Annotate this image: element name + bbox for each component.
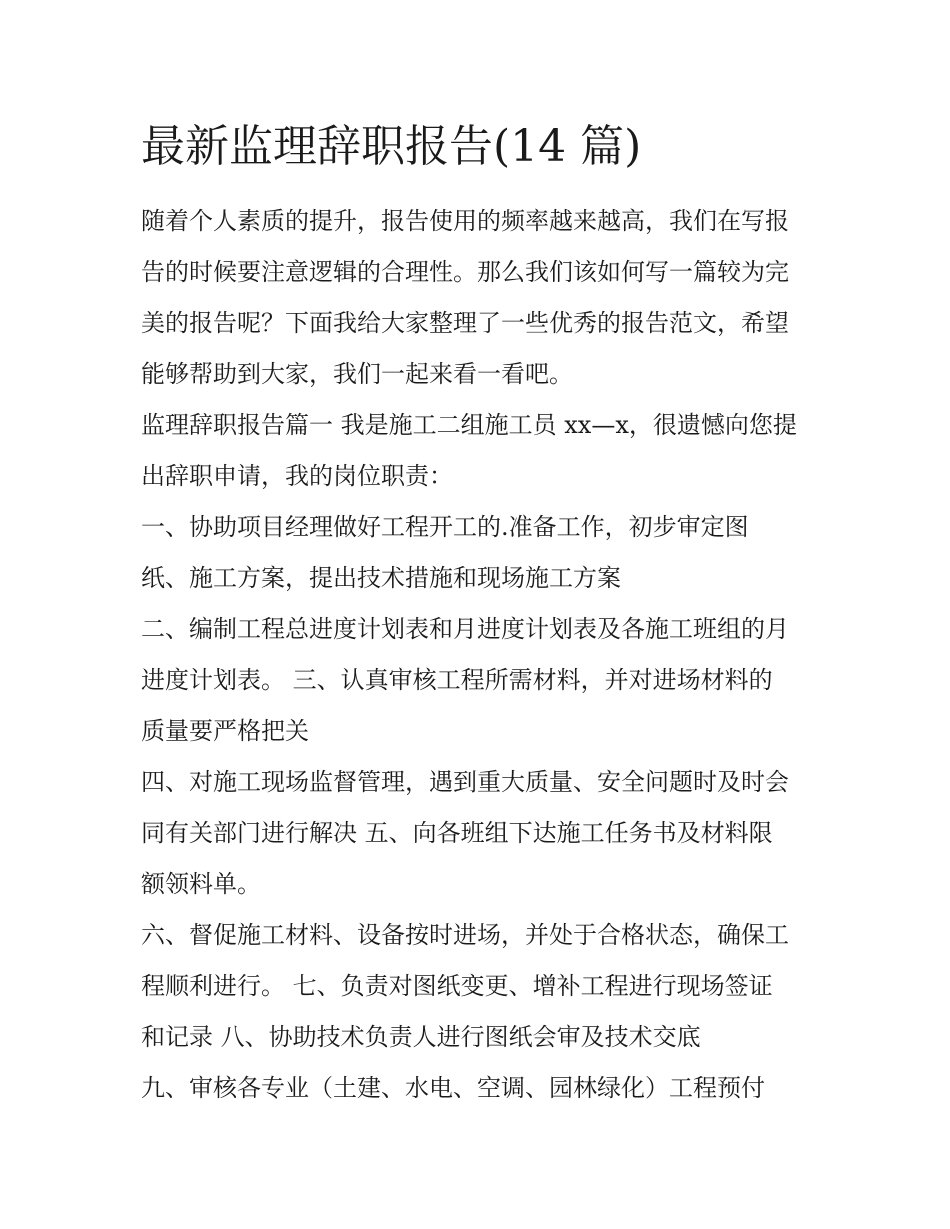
body-line: 美的报告呢？下面我给大家整理了一些优秀的报告范文，希望 — [141, 309, 789, 337]
body-line: 出辞职申请，我的岗位职责： — [141, 462, 453, 490]
document-body — [141, 196, 821, 1114]
body-line: 四、对施工现场监督管理，遇到重大质量、安全问题时及时会 — [141, 768, 789, 796]
body-line: 随着个人素质的提升，报告使用的频率越来越高，我们在写报 — [141, 207, 789, 235]
body-line: 一、协助项目经理做好工程开工的.准备工作，初步审定图 — [141, 513, 749, 541]
body-line: 监理辞职报告篇一 我是施工二组施工员 xx—x，很遗憾向您提 — [141, 411, 797, 439]
body-line: 额领料单。 — [141, 870, 261, 898]
body-line: 进度计划表。 三、认真审核工程所需材料，并对进场材料的 — [141, 666, 773, 694]
body-line: 和记录 八、协助技术负责人进行图纸会审及技术交底 — [141, 1023, 701, 1051]
body-line: 同有关部门进行解决 五、向各班组下达施工任务书及材料限 — [141, 819, 773, 847]
body-line: 六、督促施工材料、设备按时进场，并处于合格状态，确保工 — [141, 921, 789, 949]
body-line: 二、编制工程总进度计划表和月进度计划表及各施工班组的月 — [141, 615, 789, 643]
body-line: 九、审核各专业（土建、水电、空调、园林绿化）工程预付 — [141, 1074, 765, 1102]
body-line: 程顺利进行。 七、负责对图纸变更、增补工程进行现场签证 — [141, 972, 773, 1000]
body-line: 质量要严格把关 — [141, 717, 309, 745]
body-line: 能够帮助到大家，我们一起来看一看吧。 — [141, 360, 573, 388]
body-line: 告的时候要注意逻辑的合理性。那么我们该如何写一篇较为完 — [141, 258, 789, 286]
body-line: 纸、施工方案，提出技术措施和现场施工方案 — [141, 564, 621, 592]
document-title: 最新监理辞职报告(14 篇) — [141, 121, 642, 172]
